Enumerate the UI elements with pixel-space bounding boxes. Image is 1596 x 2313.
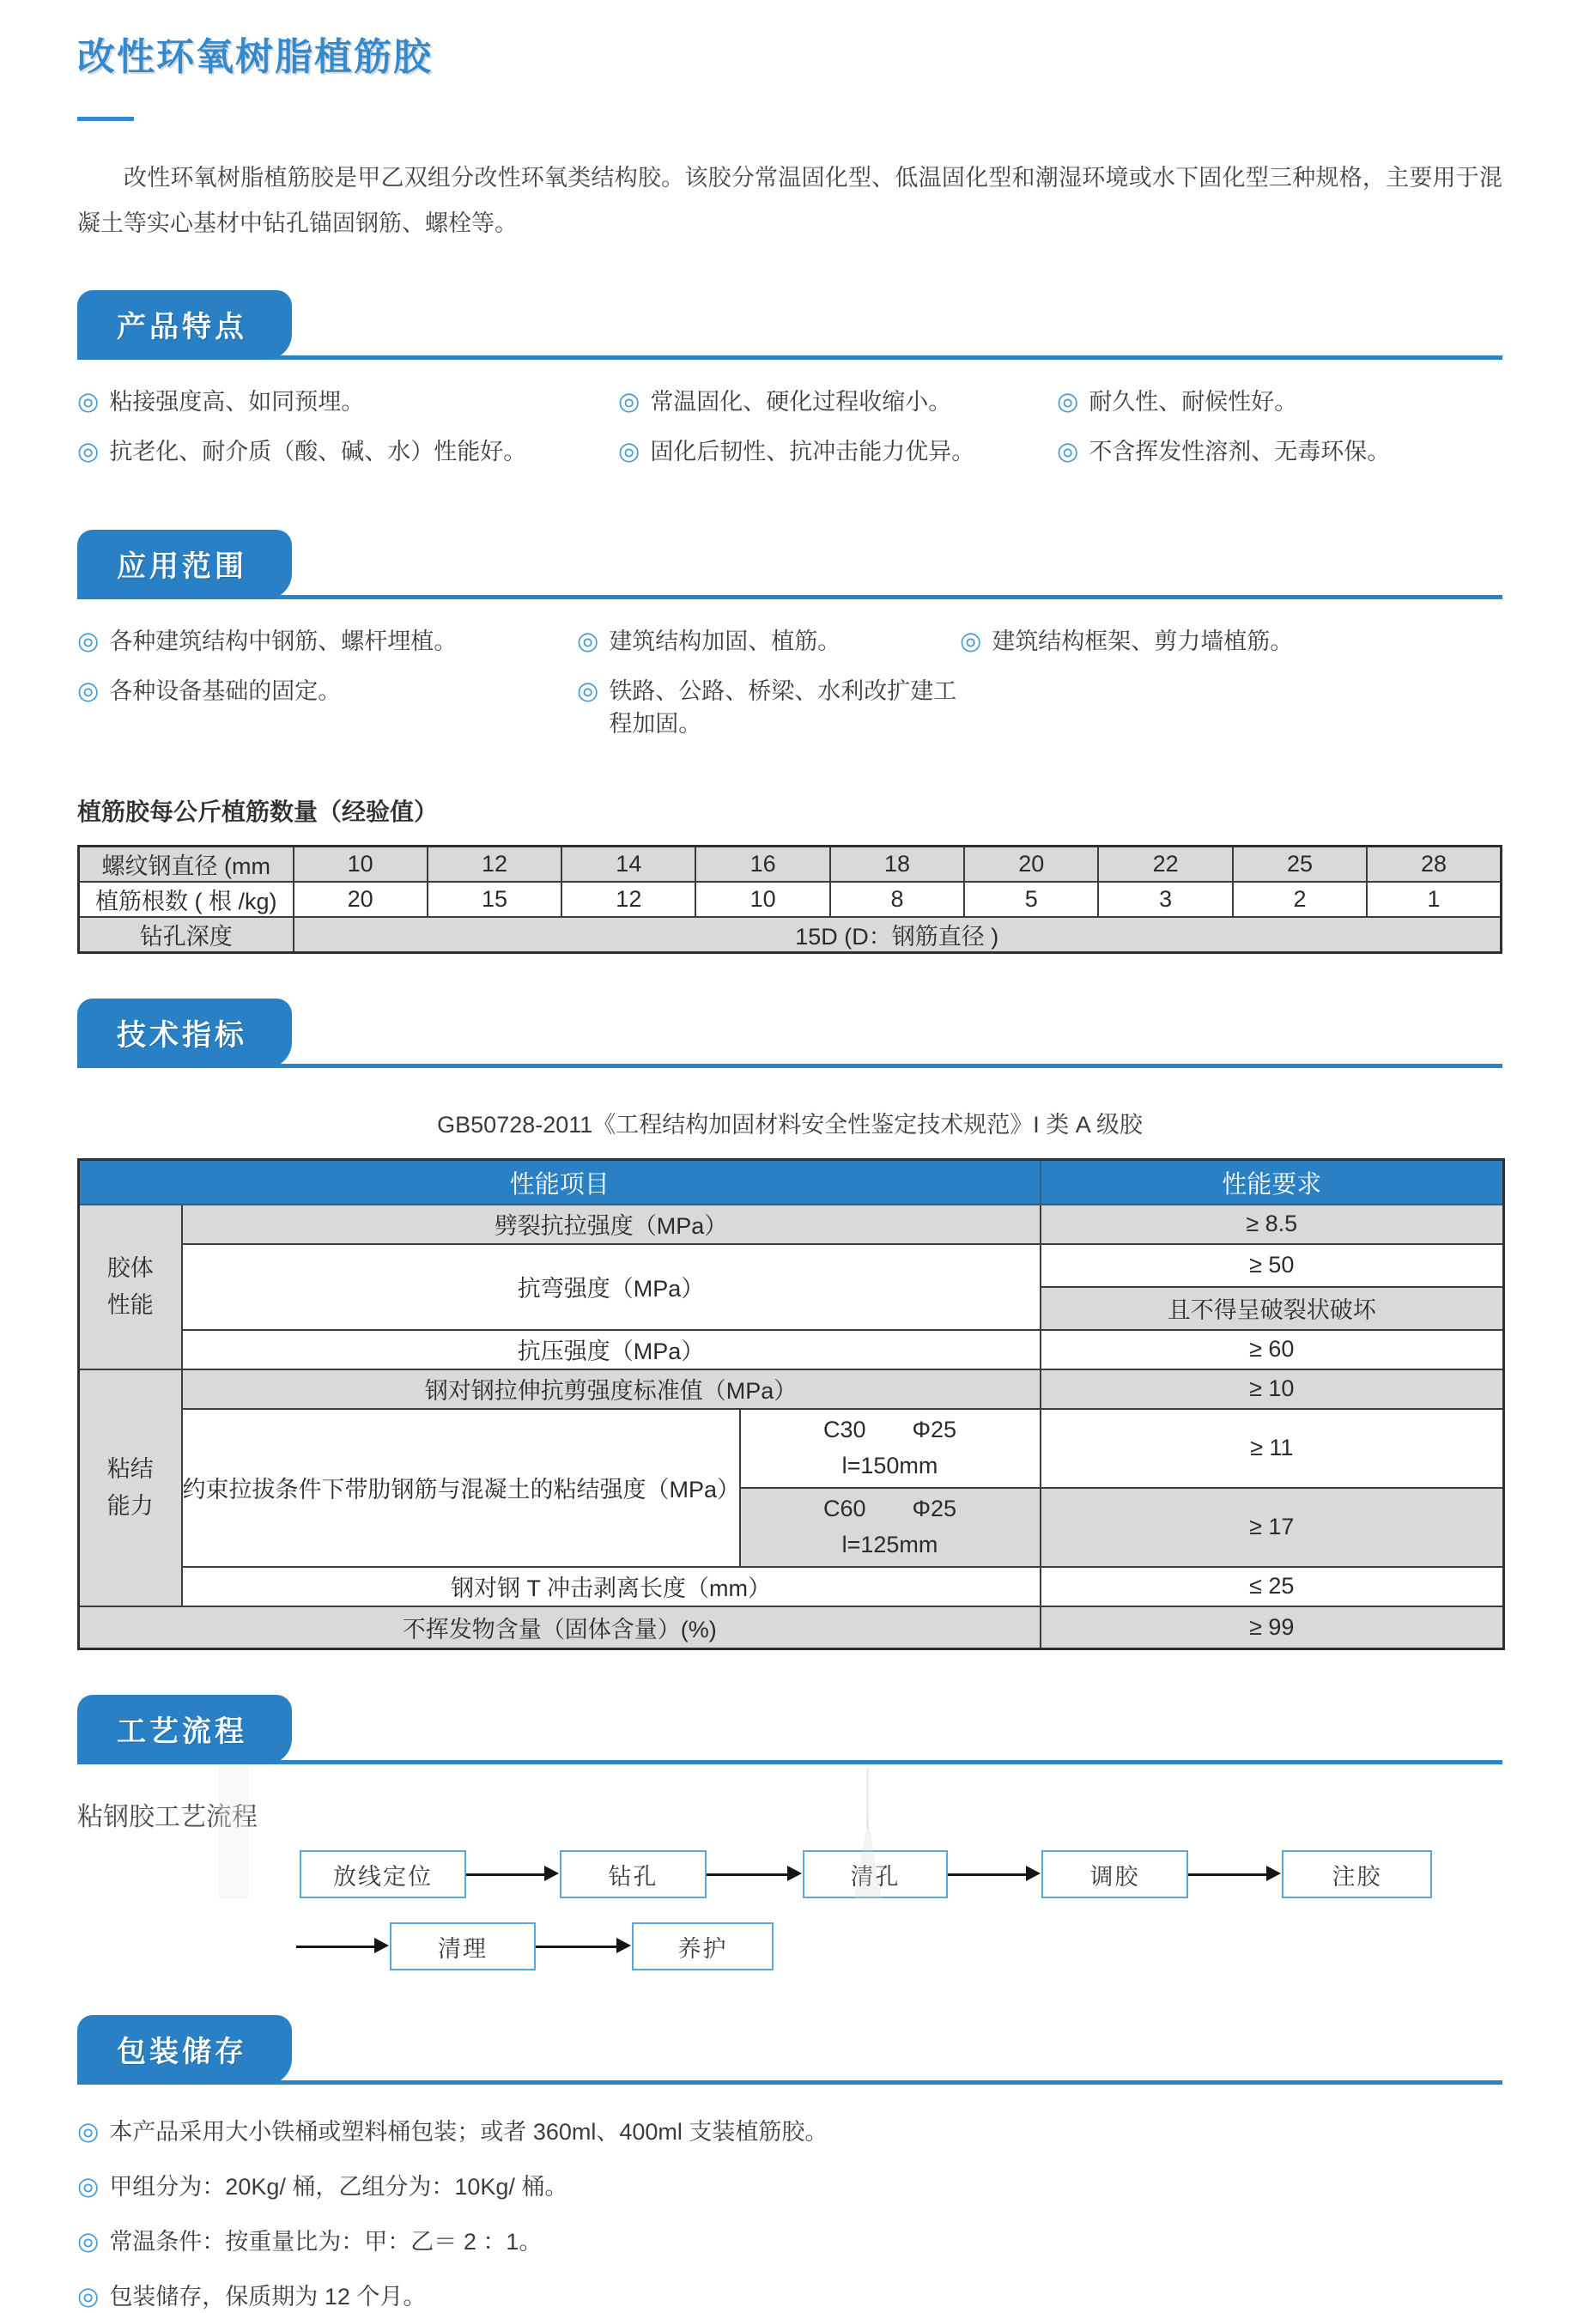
flowchart-row-1 (300, 1850, 1502, 1898)
table-cell: 10 (294, 847, 428, 883)
double-circle-bullet-icon: ◎ (577, 677, 599, 706)
double-circle-bullet-icon: ◎ (77, 2228, 100, 2256)
bullet-text: 包装储存，保质期为 12 个月。 (109, 2284, 427, 2310)
features-list (77, 386, 1502, 485)
table-cell: 16 (695, 847, 829, 883)
condition-cell (740, 1488, 1041, 1567)
requirement-cell: ≤ 25 (1041, 1567, 1504, 1606)
tech-row-bond-c30 (79, 1409, 1504, 1488)
quantity-table-title: 植筋胶每公斤植筋数量（经验值） (77, 798, 439, 826)
bullet-text: 建筑结构加固、植筋。 (609, 628, 841, 655)
table-cell: 10 (695, 882, 829, 917)
requirement-cell: ≥ 50 (1041, 1244, 1504, 1287)
requirement-cell: ≥ 17 (1041, 1488, 1504, 1567)
bullet-text: 粘接强度高、如同预埋。 (109, 389, 365, 416)
list-item (577, 625, 960, 658)
row-label: 植筋根数 ( 根 /kg) (79, 882, 294, 917)
requirement-cell: ≥ 60 (1041, 1330, 1504, 1369)
condition-line: l=125mm (841, 1531, 938, 1557)
features-column-1 (77, 386, 618, 485)
list-item (577, 675, 960, 740)
table-cell: 3 (1098, 882, 1232, 917)
quantity-table (77, 845, 1502, 954)
item-cell: 钢对钢 T 冲击剥离长度（mm） (182, 1567, 1041, 1606)
section-heading-tech: 技术指标 (77, 999, 292, 1068)
section-features (77, 290, 1502, 485)
section-divider-line (77, 595, 1502, 599)
section-applications (77, 530, 1502, 757)
table-row-depth (79, 917, 1502, 953)
list-item (77, 386, 618, 418)
arrow-right-icon (536, 1946, 617, 1948)
title-underline-dash (77, 117, 134, 121)
bullet-text: 常温条件：按重量比为：甲：乙＝ 2 ：1。 (109, 2229, 543, 2255)
double-circle-bullet-icon: ◎ (577, 628, 599, 656)
section-tech (77, 999, 1502, 1650)
double-circle-bullet-icon: ◎ (77, 2283, 100, 2311)
double-circle-bullet-icon: ◎ (1057, 388, 1079, 416)
list-item (618, 435, 1057, 468)
applications-column-2 (577, 625, 960, 757)
section-divider-line (77, 2080, 1502, 2085)
arrow-right-icon (948, 1873, 1027, 1876)
list-item (77, 625, 577, 658)
standard-reference-note: GB50728-2011《工程结构加固材料安全性鉴定技术规范》I 类 A 级胶 (437, 1112, 1143, 1138)
double-circle-bullet-icon: ◎ (77, 2118, 100, 2146)
flow-step-box: 清孔 (803, 1850, 948, 1898)
condition-line: C60 Φ25 (822, 1495, 957, 1521)
list-item (960, 625, 1502, 658)
section-header (77, 1695, 1502, 1764)
arrow-right-icon (296, 1946, 375, 1948)
bullet-text: 本产品采用大小铁桶或塑料桶包装；或者 360ml、400ml 支装植筋胶。 (109, 2119, 828, 2146)
list-item (1057, 386, 1502, 418)
list-item (77, 2116, 1502, 2148)
table-cell: 14 (561, 847, 695, 883)
tech-row-split-tensile (79, 1205, 1504, 1244)
column-header-item: 性能项目 (79, 1160, 1041, 1205)
item-cell: 钢对钢拉伸抗剪强度标准值（MPa） (182, 1369, 1041, 1409)
table-cell: 1 (1367, 882, 1501, 917)
bullet-text: 铁路、公路、桥梁、水利改扩建工程加固。 (609, 678, 957, 738)
applications-list (77, 625, 1502, 757)
tech-row-peel (79, 1567, 1504, 1606)
list-item (618, 386, 1057, 418)
flow-step-box: 钻孔 (560, 1850, 707, 1898)
table-cell: 12 (428, 847, 561, 883)
condition-cell (740, 1409, 1041, 1488)
table-cell: 12 (561, 882, 695, 917)
double-circle-bullet-icon: ◎ (77, 388, 100, 416)
intro-paragraph: 改性环氧树脂植筋胶是甲乙双组分改性环氧类结构胶。该胶分常温固化型、低温固化型和潮湿环境或水下固化型三种规格，主要用于混凝土等实心基材中钻孔锚固钢筋、螺栓等。 (77, 165, 1502, 236)
requirement-cell: ≥ 10 (1041, 1369, 1504, 1409)
double-circle-bullet-icon: ◎ (77, 628, 100, 656)
item-cell: 抗压强度（MPa） (182, 1330, 1041, 1369)
page-title: 改性环氧树脂植筋胶 (77, 36, 433, 78)
features-column-3 (1057, 386, 1502, 485)
flow-step-box: 调胶 (1041, 1850, 1188, 1898)
item-cell: 约束拉拔条件下带肋钢筋与混凝土的粘结强度（MPa） (182, 1409, 740, 1567)
tech-header-row (79, 1160, 1504, 1205)
section-header (77, 2015, 1502, 2085)
section-process (77, 1695, 1502, 1970)
section-divider-line (77, 355, 1502, 360)
list-item (77, 2170, 1502, 2203)
bullet-text: 各种设备基础的固定。 (109, 678, 342, 705)
item-cell: 不挥发物含量（固体含量）(%) (79, 1606, 1041, 1649)
bullet-text: 耐久性、耐候性好。 (1089, 389, 1298, 416)
condition-line: C30 Φ25 (822, 1416, 957, 1442)
double-circle-bullet-icon: ◎ (77, 677, 100, 706)
section-divider-line (77, 1760, 1502, 1764)
bullet-text: 固化后韧性、抗冲击能力优异。 (650, 439, 975, 465)
double-circle-bullet-icon: ◎ (1057, 438, 1079, 466)
bullet-text: 各种建筑结构中钢筋、螺杆埋植。 (109, 628, 458, 655)
bullet-text: 抗老化、耐介质（酸、碱、水）性能好。 (109, 439, 527, 465)
section-heading-features: 产品特点 (77, 290, 292, 360)
double-circle-bullet-icon: ◎ (960, 628, 982, 656)
section-header (77, 999, 1502, 1068)
list-item (77, 435, 618, 468)
table-cell: 22 (1098, 847, 1232, 883)
table-row-diameter (79, 847, 1502, 883)
table-row-count (79, 882, 1502, 917)
features-column-2 (618, 386, 1057, 485)
table-cell: 20 (964, 847, 1098, 883)
table-cell: 25 (1233, 847, 1367, 883)
section-divider-line (77, 1064, 1502, 1068)
condition-line: l=150mm (841, 1452, 938, 1478)
tech-row-shear (79, 1369, 1504, 1409)
section-packaging (77, 2015, 1502, 2313)
flow-step-box: 放线定位 (300, 1850, 466, 1898)
group-label-bond: 粘结能力 (79, 1369, 182, 1606)
table-cell: 15 (428, 882, 561, 917)
tech-row-nonvolatile (79, 1606, 1504, 1649)
table-cell: 28 (1367, 847, 1501, 883)
section-header (77, 530, 1502, 599)
flow-step-box: 清理 (390, 1922, 536, 1970)
table-cell: 20 (294, 882, 428, 917)
arrow-right-icon (466, 1873, 545, 1876)
bullet-text: 建筑结构框架、剪力墙植筋。 (992, 628, 1294, 655)
bullet-text: 甲组分为：20Kg/ 桶，乙组分为：10Kg/ 桶。 (109, 2174, 568, 2201)
arrow-right-icon (707, 1873, 788, 1876)
tech-row-compressive (79, 1330, 1504, 1369)
requirement-cell: ≥ 8.5 (1041, 1205, 1504, 1244)
applications-column-1 (77, 625, 577, 757)
requirement-cell: ≥ 11 (1041, 1409, 1504, 1488)
flow-step-box: 注胶 (1282, 1850, 1432, 1898)
bullet-text: 常温固化、硬化过程收缩小。 (650, 389, 952, 416)
row-label: 钻孔深度 (79, 917, 294, 953)
list-item (77, 675, 577, 707)
list-item (77, 2280, 1502, 2313)
column-header-requirement: 性能要求 (1041, 1160, 1504, 1205)
applications-column-3 (960, 625, 1502, 757)
section-heading-process: 工艺流程 (77, 1695, 292, 1764)
requirement-cell: ≥ 99 (1041, 1606, 1504, 1649)
merged-depth-cell: 15D (D：钢筋直径 ) (294, 917, 1502, 953)
item-cell: 劈裂抗拉强度（MPa） (182, 1205, 1041, 1244)
section-heading-applications: 应用范围 (77, 530, 292, 599)
list-item (77, 2225, 1502, 2258)
list-item (1057, 435, 1502, 468)
table-cell: 2 (1233, 882, 1367, 917)
flow-step-box: 养护 (632, 1922, 774, 1970)
tech-row-bending-a (79, 1244, 1504, 1287)
row-label: 螺纹钢直径 (mm (79, 847, 294, 883)
group-label-body: 胶体性能 (79, 1205, 182, 1369)
section-heading-packaging: 包装储存 (77, 2015, 292, 2085)
flowchart-row-2 (296, 1922, 1502, 1970)
table-cell: 18 (830, 847, 964, 883)
table-cell: 5 (964, 882, 1098, 917)
section-header (77, 290, 1502, 360)
double-circle-bullet-icon: ◎ (618, 438, 640, 466)
table-cell: 8 (830, 882, 964, 917)
item-cell: 抗弯强度（MPa） (182, 1244, 1041, 1330)
double-circle-bullet-icon: ◎ (77, 2173, 100, 2201)
tech-indicators-table (77, 1158, 1505, 1650)
process-subtitle: 粘钢胶工艺流程 (77, 1803, 258, 1832)
packaging-list (77, 2116, 1502, 2313)
requirement-cell: 且不得呈破裂状破坏 (1041, 1287, 1504, 1330)
arrow-right-icon (1188, 1873, 1267, 1876)
double-circle-bullet-icon: ◎ (77, 438, 100, 466)
double-circle-bullet-icon: ◎ (618, 388, 640, 416)
bullet-text: 不含挥发性溶剂、无毒环保。 (1089, 439, 1391, 465)
